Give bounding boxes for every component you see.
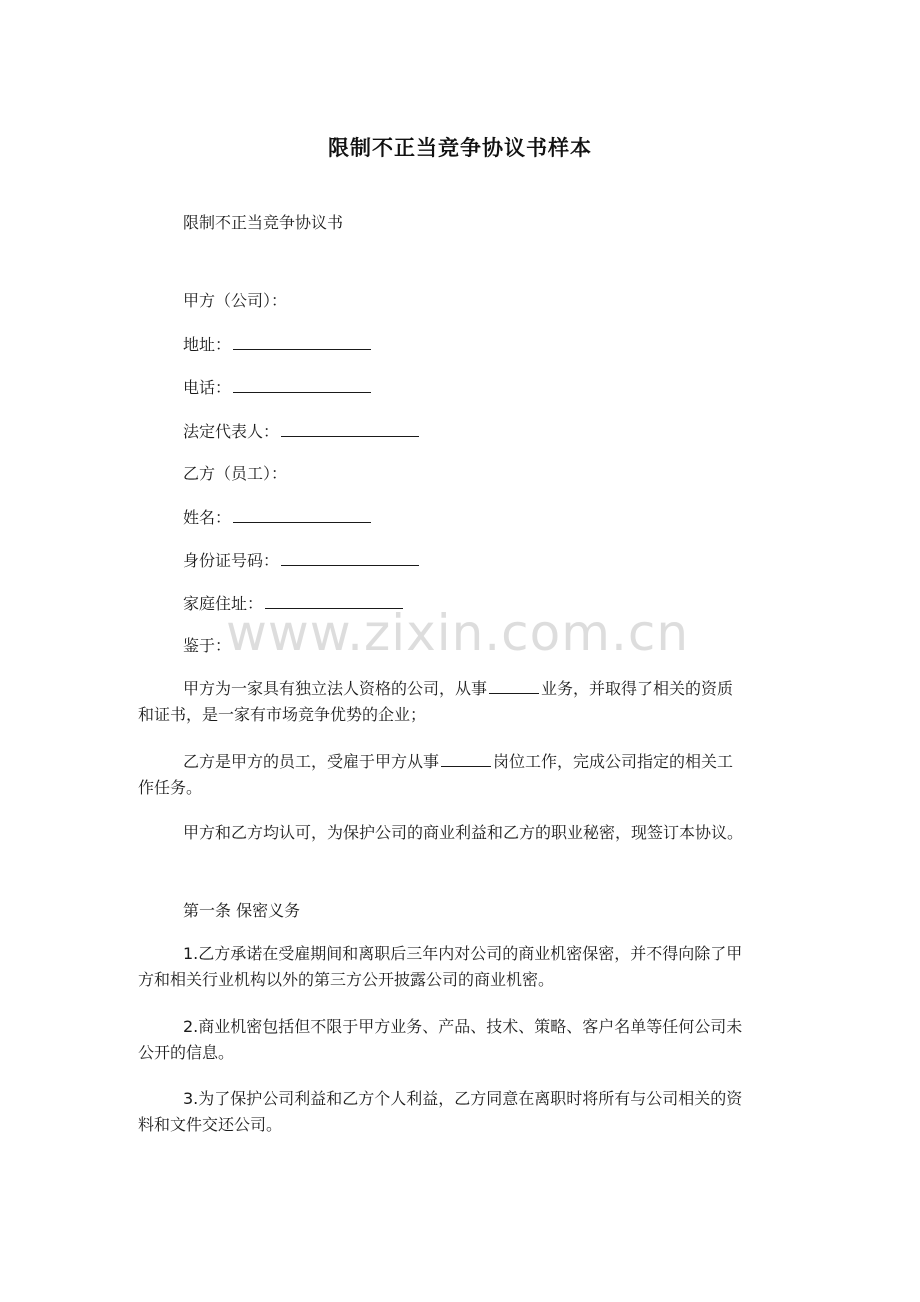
recital-2-after: 岗位工作，完成公司指定的相关工 (493, 752, 734, 771)
position-blank (441, 750, 491, 767)
document-subtitle: 限制不正当竞争协议书 (183, 213, 344, 232)
address-label: 地址： (183, 335, 232, 354)
id-number-blank (281, 549, 419, 566)
item-2-second-line: 公开的信息。 (138, 1043, 235, 1062)
name-blank (233, 506, 371, 523)
item-1-first-line: 1.乙方承诺在受雇期间和离职后三年内对公司的商业机密保密，并不得向除了甲 (183, 944, 743, 963)
party-a-address-field (183, 333, 371, 356)
address-blank (233, 333, 371, 350)
party-b-home-field (183, 592, 403, 615)
party-b-name-field (183, 506, 371, 529)
item-2-first-line: 2.商业机密包括但不限于甲方业务、产品、技术、策略、客户名单等任何公司未 (183, 1017, 743, 1036)
recital-1-after: 业务，并取得了相关的资质 (541, 679, 734, 698)
legal-rep-label: 法定代表人： (183, 422, 280, 441)
party-b-heading: 乙方（员工）： (183, 464, 288, 483)
article-1-item-1 (138, 941, 773, 993)
document-title: 限制不正当竞争协议书样本 (328, 136, 592, 160)
recital-3: 甲方和乙方均认可，为保护公司的商业利益和乙方的职业秘密，现签订本协议。 (183, 823, 744, 842)
business-blank (489, 677, 539, 694)
phone-blank (233, 376, 371, 393)
party-a-phone-field (183, 376, 371, 399)
whereas-label: 鉴于： (183, 636, 232, 655)
article-1-item-2 (138, 1014, 773, 1066)
party-a-heading: 甲方（公司）： (183, 291, 288, 310)
recital-2-before: 乙方是甲方的员工，受雇于甲方从事 (183, 752, 440, 771)
item-1-second-line: 方和相关行业机构以外的第三方公开披露公司的商业机密。 (138, 970, 555, 989)
article-1-heading: 第一条 保密义务 (183, 901, 301, 920)
recital-1-before: 甲方为一家具有独立法人资格的公司，从事 (183, 679, 488, 698)
name-label: 姓名： (183, 508, 232, 527)
item-3-first-line: 3.为了保护公司利益和乙方个人利益，乙方同意在离职时将所有与公司相关的资 (183, 1089, 743, 1108)
phone-label: 电话： (183, 378, 232, 397)
watermark: www.zixin.com.cn (226, 604, 690, 662)
home-address-label: 家庭住址： (183, 594, 264, 613)
party-b-id-field (183, 549, 419, 572)
legal-rep-blank (281, 420, 419, 437)
id-number-label: 身份证号码： (183, 551, 280, 570)
recital-1-continued: 和证书，是一家有市场竞争优势的企业； (138, 705, 427, 724)
recital-1 (138, 676, 773, 728)
recital-2-continued: 作任务。 (138, 778, 203, 797)
recital-2 (138, 749, 773, 801)
article-1-item-3 (138, 1086, 773, 1138)
home-address-blank (265, 592, 403, 609)
item-3-second-line: 料和文件交还公司。 (138, 1115, 283, 1134)
party-a-rep-field (183, 420, 419, 443)
